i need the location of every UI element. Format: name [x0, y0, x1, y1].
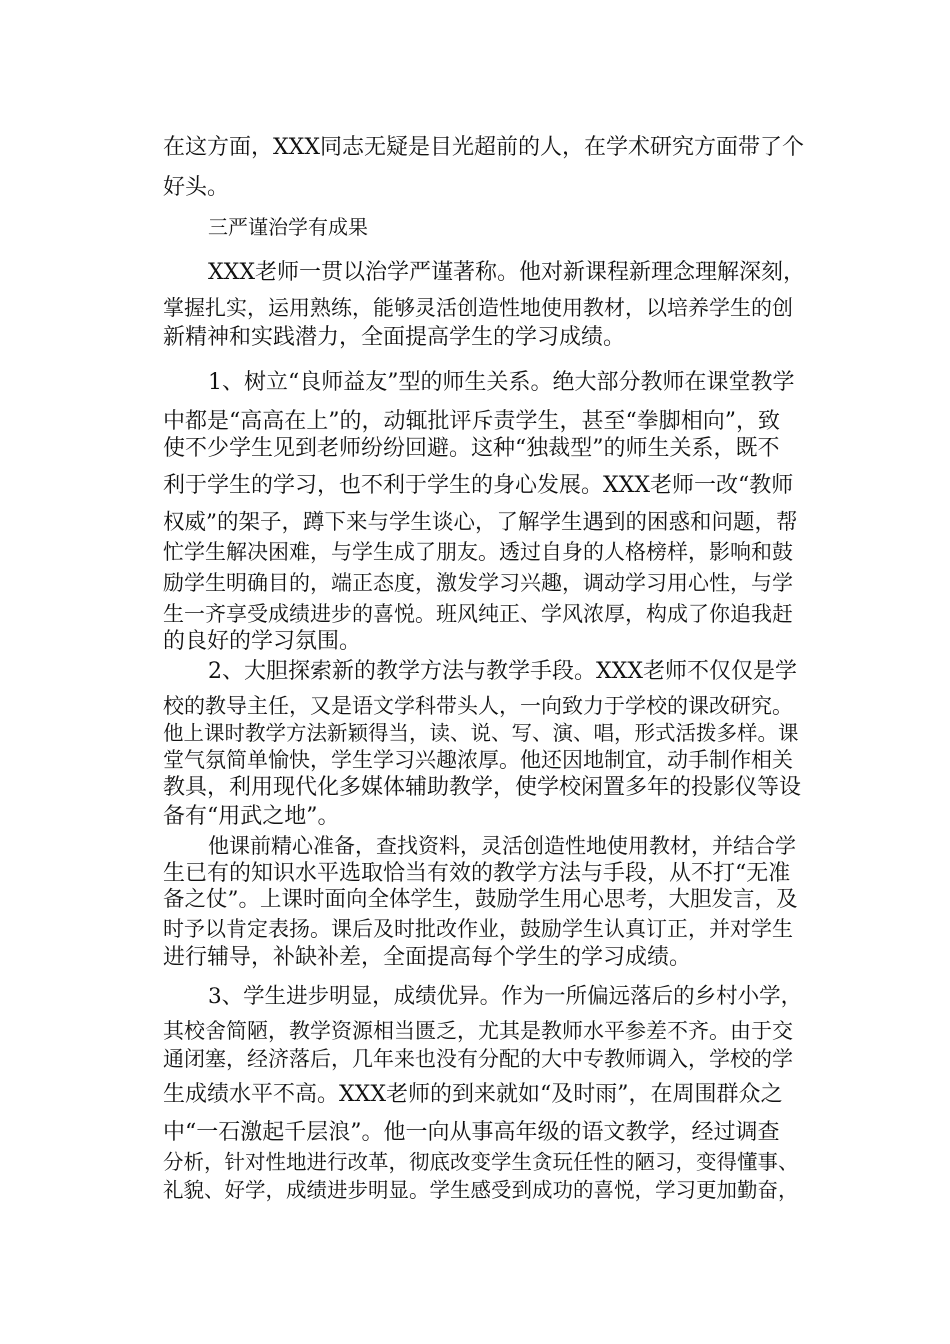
text-line: 2、大胆探索新的教学方法与教学手段。XXX老师不仅仅是学 — [208, 659, 797, 684]
text-line: 时予以肯定表扬。课后及时批改作业，鼓励学生认真订正，并对学生 — [163, 917, 793, 941]
text-line: 进行辅导，补缺补差，全面提高每个学生的学习成绩。 — [163, 945, 692, 970]
text-line: 礼貌、好学，成绩进步明显。学生感受到成功的喜悦，学习更加勤奋， — [163, 1178, 799, 1202]
text-line: 掌握扎实，运用熟练，能够灵活创造性地使用教材，以培养学生的创 — [163, 296, 793, 320]
text-line: 通闭塞，经济落后，几年来也没有分配的大中专教师调入，学校的学 — [163, 1047, 793, 1071]
text-line: 备有“用武之地”。 — [163, 804, 340, 829]
text-line: 3、学生进步明显，成绩优异。作为一所偏远落后的乡村小学， — [208, 984, 803, 1009]
text-line: 新精神和实践潜力，全面提高学生的学习成绩。 — [163, 325, 626, 350]
text-line: 其校舍简陋，教学资源相当匮乏，尤其是教师水平参差不齐。由于交 — [163, 1019, 793, 1043]
text-line: 励学生明确目的，端正态度，激发学习兴趣，调动学习用心性，与学 — [163, 571, 793, 595]
text-line: 分析，针对性地进行改革，彻底改变学生贪玩任性的陋习，变得懂事、 — [163, 1150, 799, 1174]
text-line: 好头。 — [163, 175, 230, 200]
text-line: 校的教导主任，又是语文学科带头人，一向致力于学校的课改研究。 — [163, 694, 793, 718]
section-heading: 三严谨治学有成果 — [208, 215, 368, 239]
text-line: 生已有的知识水平选取恰当有效的教学方法与手段，从不打“无准 — [163, 861, 791, 886]
text-line: 使不少学生见到老师纷纷回避。这种“独裁型”的师生关系，既不 — [163, 436, 780, 461]
text-line: 他课前精心准备，查找资料，灵活创造性地使用教材，并结合学 — [208, 834, 796, 858]
text-line: 中“一石激起千层浪”。他一向从事高年级的语文教学，经过调查 — [163, 1120, 780, 1145]
text-line: 的良好的学习氛围。 — [163, 629, 362, 654]
text-line: XXX老师一贯以治学严谨著称。他对新课程新理念理解深刻， — [208, 260, 805, 285]
text-line: 1、树立“良师益友”型的师生关系。绝大部分教师在课堂教学 — [208, 370, 795, 395]
text-line: 权威”的架子，蹲下来与学生谈心，了解学生遇到的困惑和问题，帮 — [163, 510, 798, 535]
text-line: 利于学生的学习，也不利于学生的身心发展。XXX老师一改“教师 — [163, 473, 794, 498]
text-line: 在这方面，XXX同志无疑是目光超前的人，在学术研究方面带了个 — [163, 135, 804, 160]
text-line: 堂气氛简单愉快，学生学习兴趣浓厚。他还因地制宜，动手制作相关 — [163, 748, 793, 772]
text-line: 备之仗”。上课时面向全体学生，鼓励学生用心思考，大胆发言，及 — [163, 887, 798, 912]
text-line: 中都是“高高在上”的，动辄批评斥责学生，甚至“拳脚相向”，致 — [163, 409, 780, 434]
text-line: 他上课时教学方法新颖得当，读、说、写、演、唱，形式活拨多样。课 — [163, 721, 799, 745]
text-line: 教具，利用现代化多媒体辅助教学，使学校闲置多年的投影仪等设 — [163, 775, 802, 800]
text-line: 生成绩水平不高。XXX老师的到来就如“及时雨”，在周围群众之 — [163, 1082, 783, 1107]
text-line: 生一齐享受成绩进步的喜悦。班风纯正、学风浓厚，构成了你追我赶 — [163, 602, 793, 626]
text-line: 忙学生解决困难，与学生成了朋友。透过自身的人格榜样，影响和鼓 — [163, 540, 793, 564]
